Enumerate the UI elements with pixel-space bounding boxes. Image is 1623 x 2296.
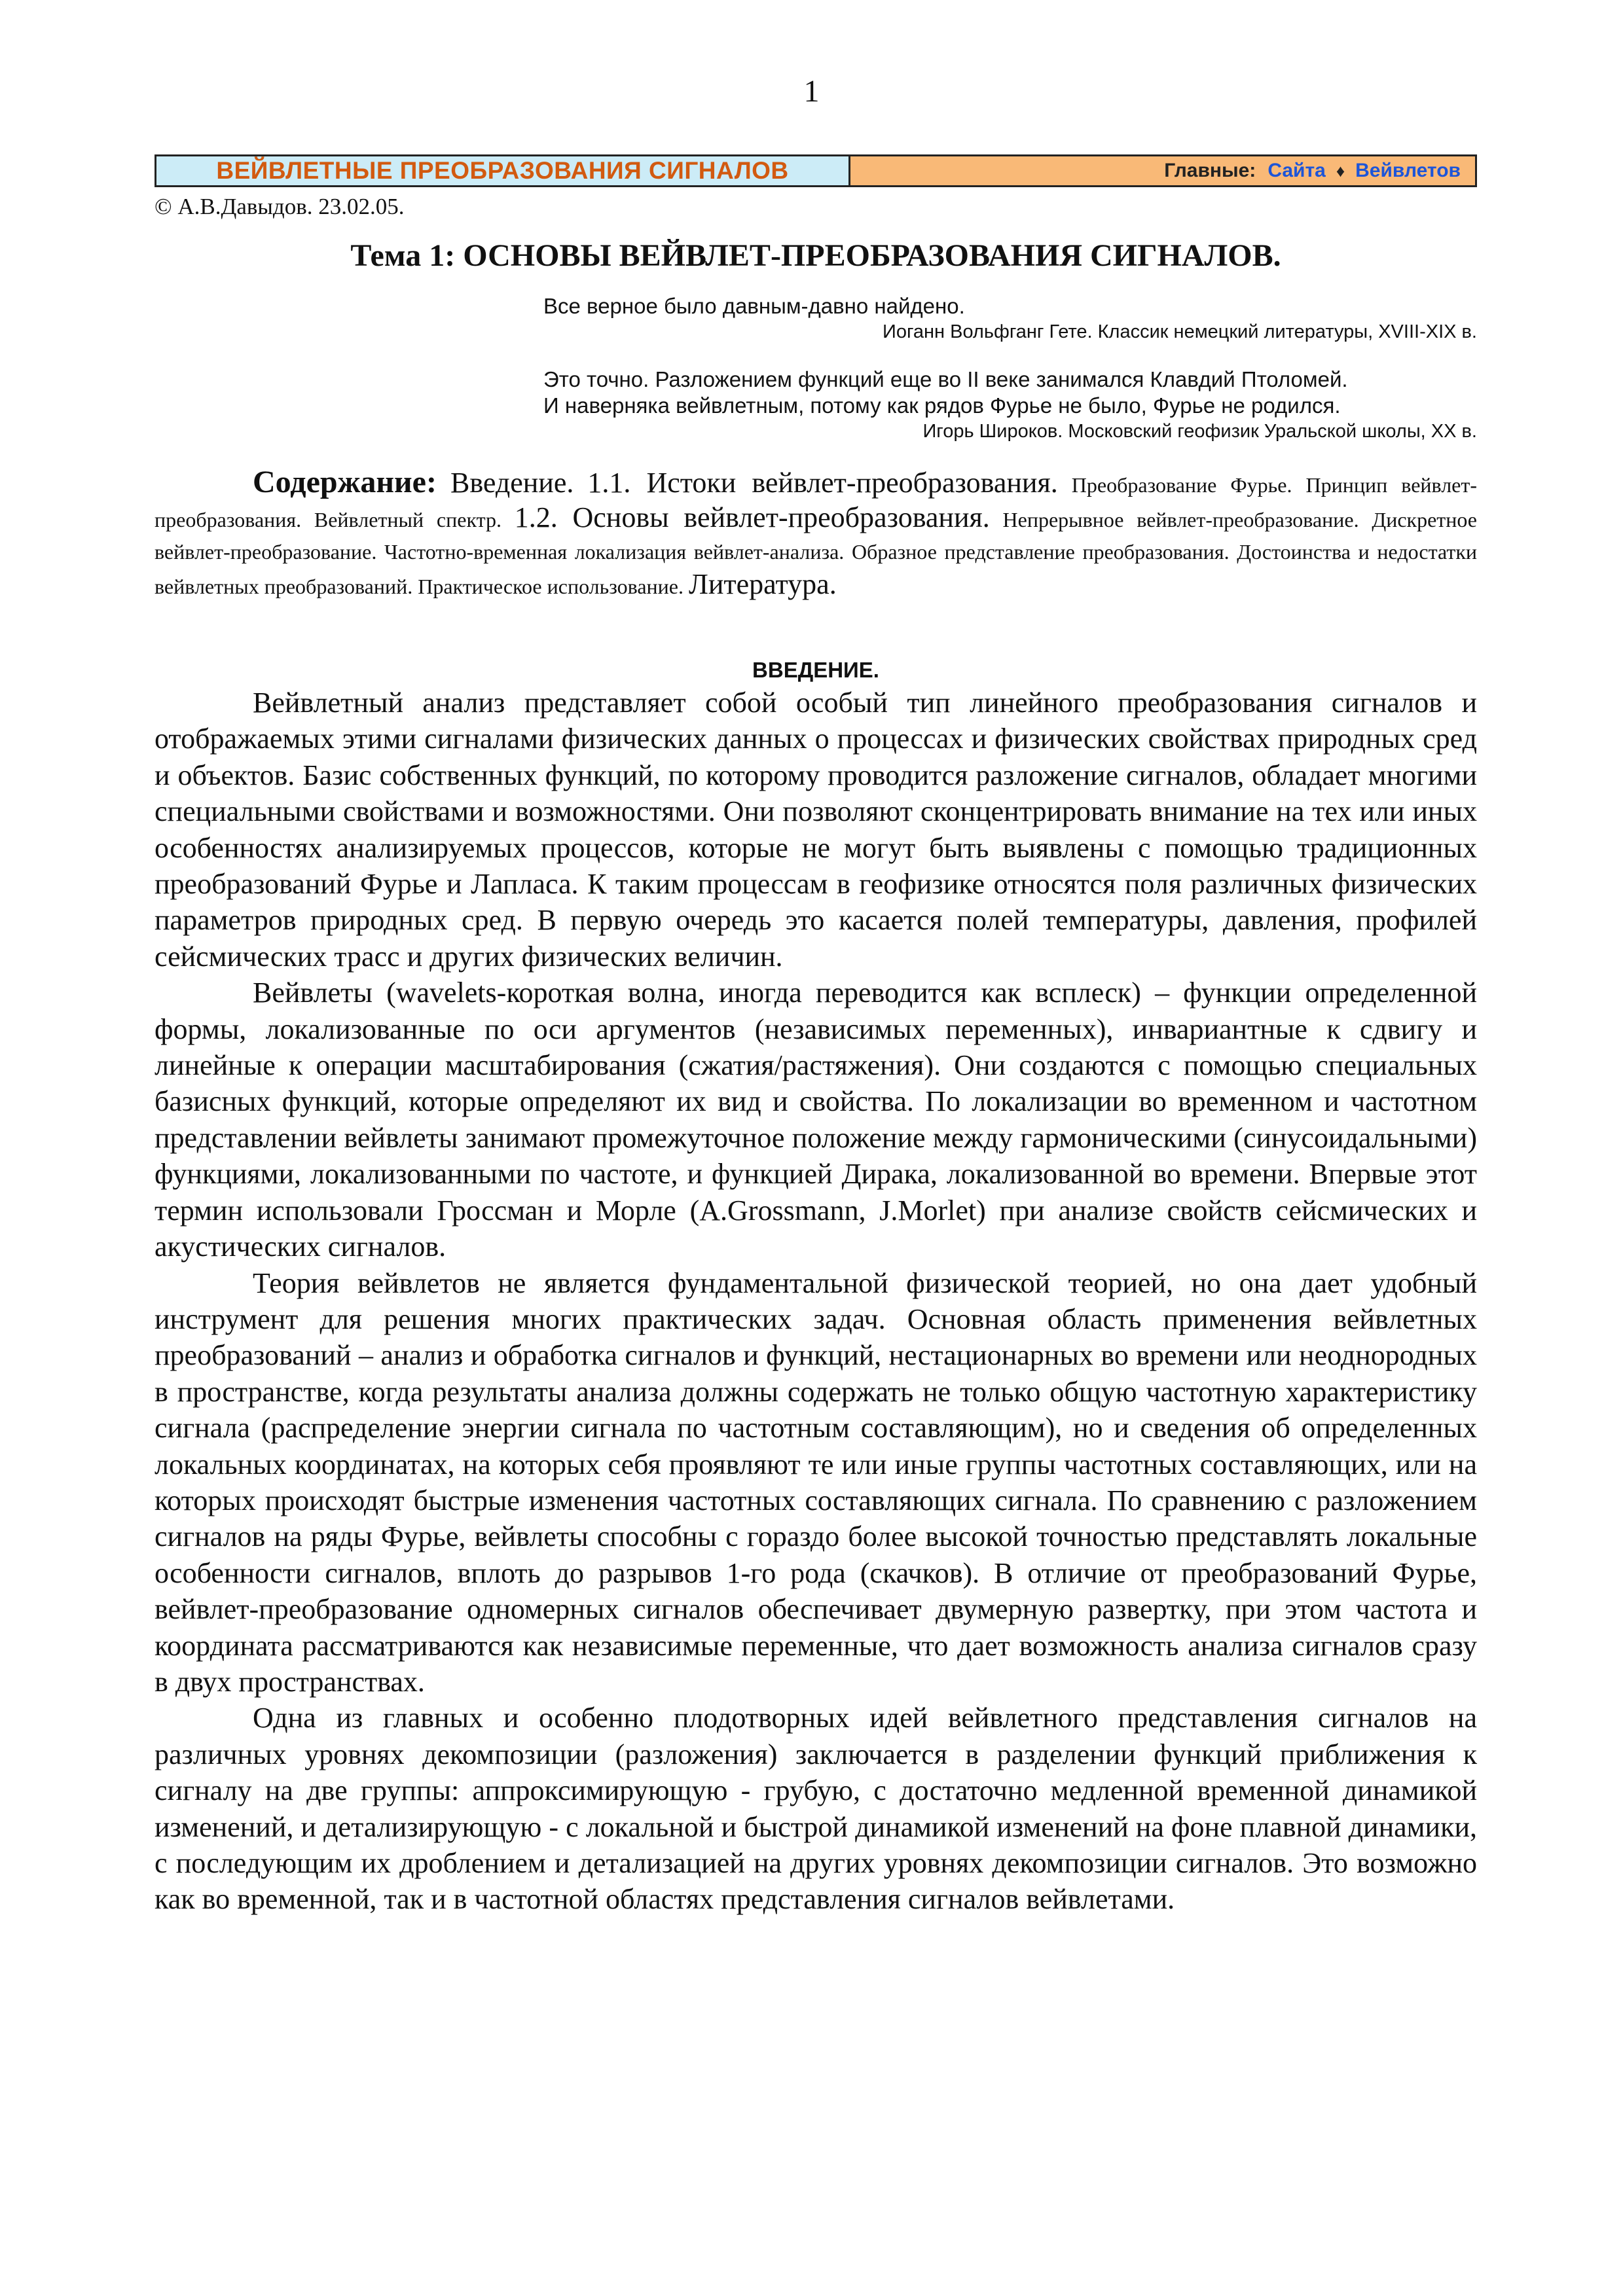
page-title: Тема 1: ОСНОВЫ ВЕЙВЛЕТ-ПРЕОБРАЗОВАНИЯ СИГНАЛОВ.	[350, 238, 1281, 273]
epigraphs	[543, 293, 1477, 444]
header-nav	[850, 156, 1475, 185]
link-site[interactable]: Сайта	[1267, 160, 1326, 181]
diamond-separator-icon: ♦	[1336, 160, 1345, 181]
epigraph	[543, 293, 1477, 344]
contents-link-section-1-1[interactable]: 1.1. Истоки вейвлет-преобразования.	[587, 467, 1058, 499]
contents-label: Содержание:	[253, 465, 437, 499]
paragraph: Вейвлетный анализ представляет собой особый тип линейного преобразования сигналов и отображаемых этими сигналами физических данных о процессах и физических свойствах природных сред и объектов. Базис собственных функций, по которому проводится разложение сигналов, обладает многими специальными свойствами и возможностями. Они позволяют сконцентрировать внимание на тех или иных особенностях анализируемых процессов, которые не могут быть выявлены с помощью традиционных преобразований Фурье и Лапласа. К таким процессам в геофизике относятся поля различных физических параметров природных сред. В первую очередь это касается полей температуры, давления, профилей сейсмических трасс и других физических величин.	[155, 687, 1477, 973]
link-wavelets[interactable]: Вейвлетов	[1355, 160, 1461, 181]
table-of-contents	[155, 466, 1477, 603]
epigraph-line: Все верное было давным-давно найдено.	[543, 294, 965, 318]
body-text	[155, 685, 1477, 1918]
contents-link-intro[interactable]: Введение.	[450, 467, 574, 499]
epigraph-author: Игорь Широков. Московский геофизик Уральской школы, XX в.	[922, 421, 1477, 442]
contents-section-1-2-topics: Непрерывное вейвлет-преобразование. Дискретное вейвлет-преобразование. Частотно-временная локализация вейвлет-анализа. Образное представление преобразования. Достоинства и недостатки вейвлетных преобразований. Практическое использование.	[155, 508, 1477, 598]
epigraph-line: И наверняка вейвлетным, потому как рядов Фурье не было, Фурье не родился.	[543, 393, 1341, 418]
header-title: ВЕЙВЛЕТНЫЕ ПРЕОБРАЗОВАНИЯ СИГНАЛОВ	[156, 156, 850, 185]
contents-link-literature[interactable]: Литература.	[689, 568, 837, 600]
paragraph: Одна из главных и особенно плодотворных идей вейвлетного представления сигналов на различных уровнях декомпозиции (разложения) заключается в разделении функций приближения к сигналу на две группы: аппроксимирующую - грубую, с достаточно медленной временной динамикой изменений, и детализирующую - с локальной и быстрой динамикой изменений на фоне плавной динамики, с последующим их дроблением и детализацией на других уровнях декомпозиции сигналов. Это возможно как во временной, так и в частотной областях представления сигналов вейвлетами.	[155, 1702, 1477, 1916]
copyright: © А.В.Давыдов. 23.02.05.	[155, 194, 405, 219]
contents-link-section-1-2[interactable]: 1.2. Основы вейвлет-преобразования.	[514, 501, 990, 533]
epigraph-author: Иоганн Вольфганг Гете. Классик немецкий литературы, XVIII-XIX в.	[882, 321, 1477, 342]
contents-section-1-1-topics: Преобразование Фурье. Принцип вейвлет-преобразования. Вейвлетный спектр.	[155, 473, 1478, 531]
section-heading: ВВЕДЕНИЕ.	[752, 658, 879, 682]
epigraph	[543, 367, 1477, 444]
header-nav-label: Главные:	[1164, 160, 1256, 181]
paragraph: Вейвлеты (wavelets-короткая волна, иногда переводится как всплеск) – функции определенной формы, локализованные по оси аргументов (независимых переменных), инвариантные к сдвигу и линейные к операции масштабирования (сжатия/растяжения). Они создаются с помощью специальных базисных функций, которые определяют их вид и свойства. По локализации во временном и частотном представлении вейвлеты занимают промежуточное положение между гармоническими (синусоидальными) функциями, локализованными по частоте, и функцией Дирака, локализованной во времени. Впервые этот термин использовали Гроссман и Морле (A.Grossmann, J.Morlet) при анализе свойств сейсмических и акустических сигналов.	[155, 977, 1477, 1263]
page-number: 1	[803, 74, 820, 109]
epigraph-line: Это точно. Разложением функций еще во II веке занимался Клавдий Птоломей.	[543, 367, 1348, 391]
paragraph: Теория вейвлетов не является фундаментальной физической теорией, но она дает удобный инструмент для решения многих практических задач. Основная область применения вейвлетных преобразований – анализ и обработка сигналов и функций, нестационарных во времени или неоднородных в пространстве, когда результаты анализа должны содержать не только общую частотную характеристику сигнала (распределение энергии сигнала по частотным составляющим), но и сведения об определенных локальных координатах, на которых себя проявляют те или иные группы частотных составляющих, или на которых происходят быстрые изменения частотных составляющих сигнала. По сравнению с разложением сигналов на ряды Фурье, вейвлеты способны с гораздо более высокой точностью представлять локальные особенности сигналов, вплоть до разрывов 1-го рода (скачков). В отличие от преобразований Фурье, вейвлет-преобразование одномерных сигналов обеспечивает двумерную развертку, при этом частота и координата рассматриваются как независимые переменные, что дает возможность анализа сигналов сразу в двух пространствах.	[155, 1266, 1477, 1698]
header-bar	[155, 154, 1477, 187]
